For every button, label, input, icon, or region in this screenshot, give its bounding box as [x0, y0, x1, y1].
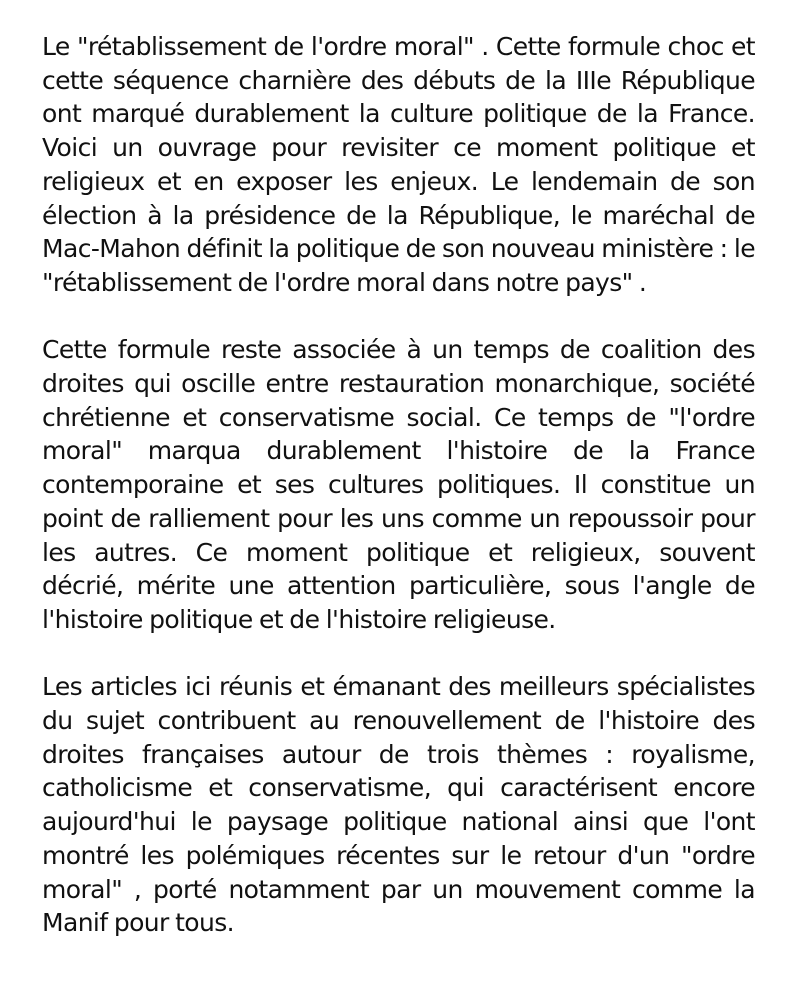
paragraph-1: Le "rétablissement de l'ordre moral" . Cette formule choc et cette séquence charnière des débuts de la IIIe République ont marqué durablement la culture politique de la France. Voici un ouvrage pour revisiter ce moment politique et religieux et en exposer les enjeux. Le lendemain de son élection à la présidence de la République, le maréchal de Mac-Mahon définit la politique de son nouveau ministère : le "rétablissement de l'ordre moral dans notre pays" .: [42, 32, 755, 297]
paragraph-2: Cette formule reste associée à un temps de coalition des droites qui oscille entre restauration monarchique, société chrétienne et conservatisme social. Ce temps de "l'ordre moral" marqua durablement l'histoire de la France contemporaine et ses cultures politiques. Il constitue un point de ralliement pour les uns comme un repoussoir pour les autres. Ce moment politique et religieux, souvent décrié, mérite une attention particulière, sous l'angle de l'histoire politique et de l'histoire religieuse.: [42, 335, 755, 634]
paragraph-3: Les articles ici réunis et émanant des meilleurs spécialistes du sujet contribuent au renouvellement de l'histoire des droites françaises autour de trois thèmes : royalisme, catholicisme et conservatisme, qui caractérisent encore aujourd'hui le paysage politique national ainsi que l'ont montré les polémiques récentes sur le retour d'un "ordre moral" , porté notamment par un mouvement comme la Manif pour tous.: [42, 672, 755, 938]
